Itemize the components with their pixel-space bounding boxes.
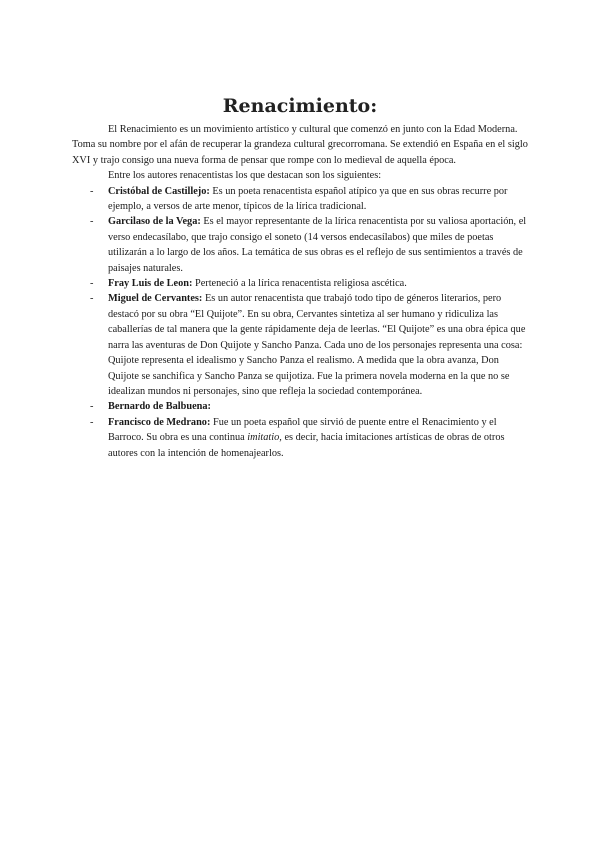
list-item <box>72 291 528 399</box>
author-name: Garcilaso de la Vega: <box>108 216 201 228</box>
author-description: Perteneció a la lírica renacentista religiosa ascética. <box>192 278 407 290</box>
bullet-marker: - <box>90 278 94 290</box>
author-description-italic: imitatio, <box>247 432 282 444</box>
bullet-marker: - <box>90 293 94 305</box>
author-name: Cristóbal de Castillejo: <box>108 185 210 197</box>
author-description: Es un autor renacentista que trabajó todo tipo de géneros literarios, pero destacó por su obra “El Quijote”. En su obra, Cervantes sintetiza al ser humano y ridiculiza las caballerías de tal manera que la gente rápidamente deja de leerlas. “El Quijote” es una obra épica que narra las aventuras de Don Quijote y Sancho Panza. Cada uno de los personajes representa una cosa: Quijote representa el idealismo y Sancho Panza el realismo. A medida que la obra avanza, Don Quijote se sanchifica y Sancho Panza se quijotiza. Fue la primera novela moderna en la que no se idealizan mundos ni personajes, sino que refleja la sociedad contemporánea. <box>108 293 526 397</box>
document-page <box>72 92 528 461</box>
document-title: Renacimiento: <box>222 95 378 117</box>
author-description: Es el mayor representante de la lírica renacentista por su valiosa aportación, el verso endecasílabo, que trajo consigo el soneto (14 versos endecasílabos) que miles de poetas utilizarán a lo largo de los años. La temática de sus obras es el reflejo de sus sentimientos a través de paisajes naturales. <box>108 216 527 274</box>
author-name: Miguel de Cervantes: <box>108 293 203 305</box>
list-item <box>72 415 528 461</box>
list-item <box>72 184 528 215</box>
bullet-marker: - <box>90 185 94 197</box>
list-item <box>72 276 528 291</box>
author-name: Fray Luis de Leon: <box>108 278 193 290</box>
author-description: Es un poeta renacentista español atípico ya que en sus obras recurre por ejemplo, a versos de arte menor, típicos de la lírica tradicional. <box>108 185 508 213</box>
authors-lead-paragraph: Entre los autores renacentistas los que destacan son los siguientes: <box>108 170 382 182</box>
author-name: Bernardo de Balbuena: <box>108 401 211 413</box>
bullet-marker: - <box>90 401 94 413</box>
list-item <box>72 214 528 276</box>
list-item <box>72 399 528 414</box>
author-description-start: Fue un poeta español que sirvió de puente entre el Renacimiento y el Barroco. Su obra es una continua <box>108 416 497 444</box>
bullet-marker: - <box>90 216 94 228</box>
bullet-marker: - <box>90 416 94 428</box>
authors-list <box>72 184 528 461</box>
author-description-end: es decir, hacia imitaciones artísticas de obras de otros autores con la intención de homenajearlos. <box>108 432 505 459</box>
author-name: Francisco de Medrano: <box>108 416 211 428</box>
intro-paragraph: El Renacimiento es un movimiento artístico y cultural que comenzó en junto con la Edad Moderna. Toma su nombre por el afán de recuperar la grandeza cultural grecorromana. Se extendió en España en el siglo XVI y trajo consigo una nueva forma de pensar que rompe con lo medieval de aquella época. <box>72 124 528 166</box>
